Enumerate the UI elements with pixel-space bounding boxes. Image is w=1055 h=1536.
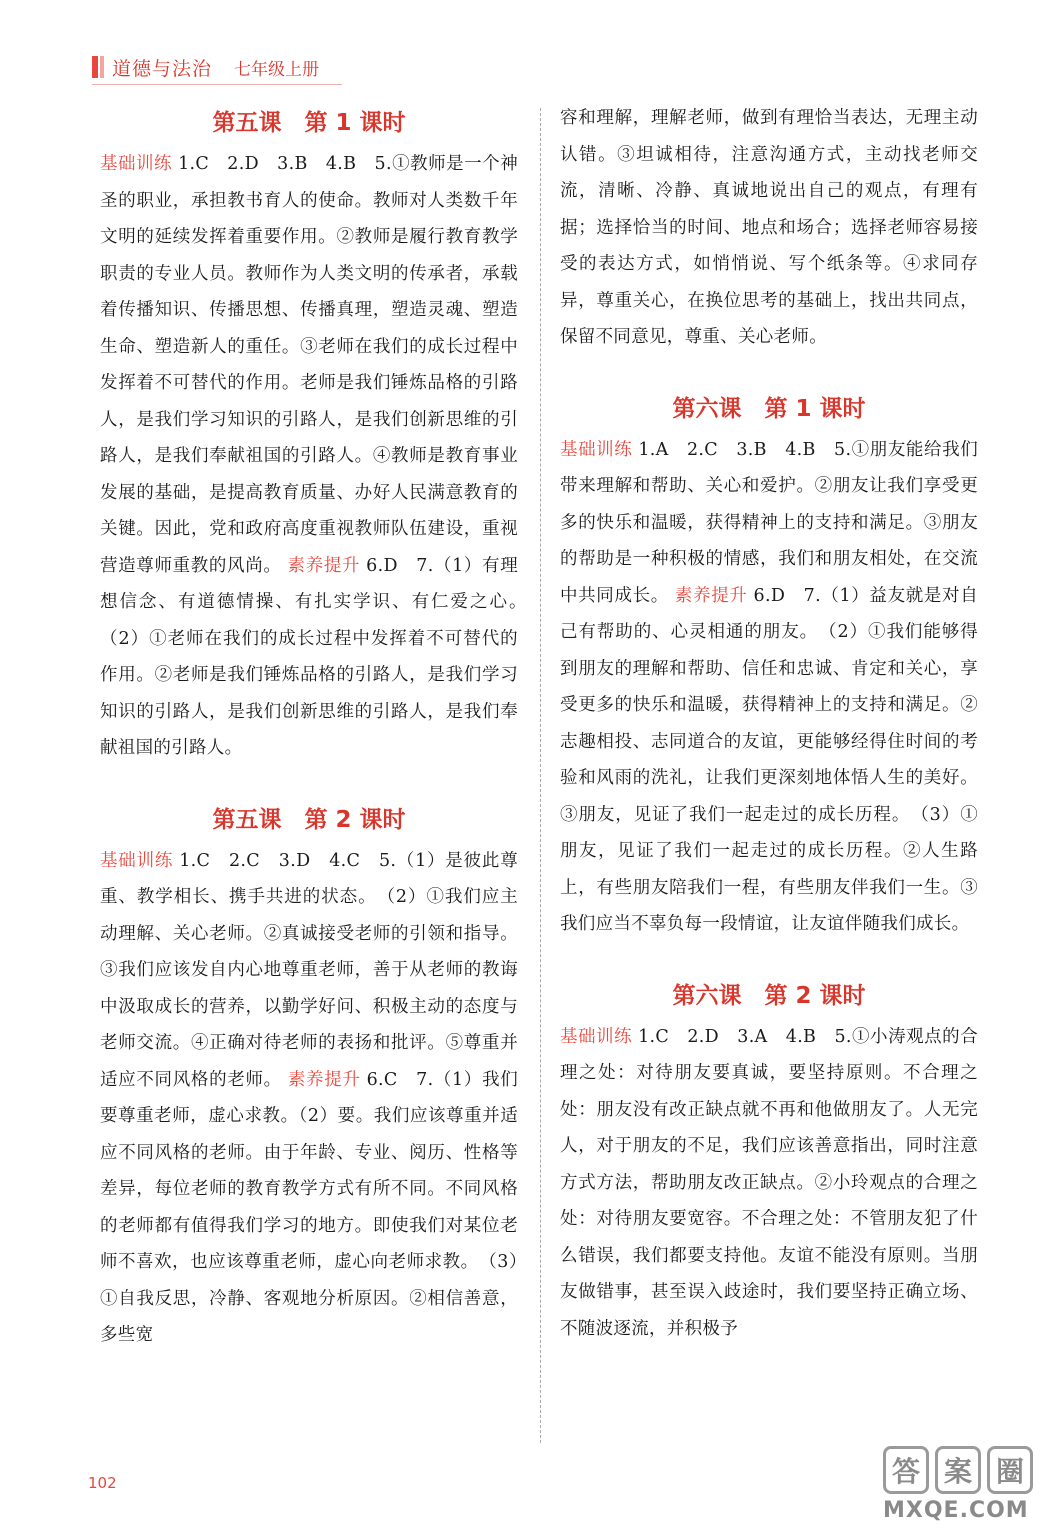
left-column [100,100,536,1354]
answer-text: 6.D 7.（1）有理想信念、有道德情操、有扎实学识、有仁爱之心。 （2）①老师在我们的成长过程中发挥着不可替代的作用。②老师是我们锤炼品格的引路人，是我们学习知识的引路人，是我们创新思维的引路人，是我们奉献祖国的引路人。 [100,555,536,758]
answer-text: 1.C 2.D 3.B 4.B 5.①教师是一个神圣的职业，承担教书育人的使命。教师对人类数千年文明的延续发挥着重要作用。②教师是履行教育教学职责的专业人员。教师作为人类文明的传承者，承载着传播知识、传播思想、传播真理，塑造灵魂、塑造生命、塑造新人的重任。③老师在我们的成长过程中发挥着不可替代的作用。老师是我们锤炼品格的引路人，是我们学习知识的引路人，是我们创新思维的引路人，是我们奉献祖国的引路人。④教师是教育事业发展的基础，是提高教育质量、办好人民满意教育的关键。因此，党和政府高度重视教师队伍建设，重视营造尊师重教的风尚。 [100,154,518,576]
header-accent-mark [92,56,104,78]
watermark-char: 案 [935,1446,981,1494]
lesson-title-6-2: 第六课 第 2 课时 [672,982,866,1009]
answer-paragraph-6-1 [560,432,978,943]
tag-literacy-improvement: 素养提升 [674,585,748,606]
tag-literacy-improvement: 素养提升 [287,1069,361,1090]
tag-basic-training: 基础训练 [100,154,173,174]
watermark-char: 答 [883,1446,929,1494]
watermark-logo [883,1446,1033,1526]
watermark-url: MXQE.COM [883,1498,1029,1523]
header-subject: 道德与法治 [112,57,213,80]
tag-basic-training: 基础训练 [560,1026,633,1047]
answer-paragraph-5-2 [100,843,518,1354]
answer-text: 1.C 2.D 3.A 4.B 5.①小涛观点的合理之处：对待朋友要真诚，要坚持原则。不合理之处：朋友没有改正缺点就不再和他做朋友了。人无完人，对于朋友的不足，我们应该善意指出，同时注意方式方法，帮助朋友改正缺点。②小玲观点的合理之处：对待朋友要宽容。不合理之处：不管朋友犯了什么错误，我们都要支持他。友谊不能没有原则。当朋友做错事，甚至误入歧途时，我们要坚持正确立场、不随波逐流，并积极予 [560,1026,978,1339]
answer-paragraph-continued: 容和理解，理解老师，做到有理恰当表达，无理主动认错。③坦诚相待，注意沟通方式，主动找老师交流，清晰、冷静、真诚地说出自己的观点，有理有据；选择恰当的时间、地点和场合；选择老师容易接受的表达方式，如悄悄说、写个纸条等。④求同存异，尊重关心，在换位思考的基础上，找出共同点，保留不同意见，尊重、关心老师。 [560,108,978,347]
answer-text: 6.C 7.（1）我们要尊重老师，虚心求教。（2）要。我们应该尊重并适应不同风格的老师。由于年龄、专业、阅历、性格等差异，每位老师的教育教学方式有所不同。不同风格的老师都有值得我们学习的地方。即使我们对某位老师不喜欢，也应该尊重老师，虚心向老师求教。 （3）①自我反思，冷静、客观地分析原因。②相信善意，多些宽 [100,1069,519,1345]
tag-basic-training: 基础训练 [560,439,633,460]
tag-basic-training: 基础训练 [100,850,174,871]
answer-text: 6.D 7.（1）益友就是对自己有帮助的、心灵相通的朋友。 （2）①我们能够得到朋友的理解和帮助、信任和忠诚、肯定和关心，享受更多的快乐和温暖，获得精神上的支持和满足。②志趣相投、志同道合的友谊，更能够经得住时间的考验和风雨的洗礼，让我们更深刻地体悟人生的美好。③朋友，见证了我们一起走过的成长历程。 （3）①朋友，见证了我们一起走过的成长历程。②人生路上，有些朋友陪我们一程，有些朋友伴我们一生。③我们应当不辜负每一段情谊，让友谊伴随我们成长。 [560,585,978,934]
lesson-title-5-2: 第五课 第 2 课时 [212,806,406,833]
tag-literacy-improvement: 素养提升 [287,555,361,576]
page-number: 102 [88,1474,117,1492]
right-column [560,100,978,1347]
answer-paragraph-5-1 [100,146,536,767]
page-header [92,52,319,82]
lesson-title-6-1: 第六课 第 1 课时 [672,395,866,422]
column-divider [540,108,541,1443]
header-grade: 七年级上册 [234,59,320,80]
answer-text: 1.A 2.C 3.B 4.B 5.①朋友能给我们带来理解和帮助、关心和爱护。②朋友让我们享受更多的快乐和温暖，获得精神上的支持和满足。③朋友的帮助是一种积极的情感，我们和朋友相处，在交流中共同成长。 [560,439,978,606]
answer-text: 1.C 2.C 3.D 4.C 5.（1）是彼此尊重、教学相长、携手共进的状态。 （2）①我们应主动理解、关心老师。②真诚接受老师的引领和指导。③我们应该发自内心地尊重老师，善于从老师的教诲中汲取成长的营养，以勤学好问、积极主动的态度与老师交流。④正确对待老师的表扬和批评。⑤尊重并适应不同风格的老师。 [100,850,518,1090]
watermark-char: 圈 [987,1446,1033,1494]
answer-paragraph-6-2 [560,1019,978,1348]
header-rule [92,84,342,85]
lesson-title-5-1: 第五课 第 1 课时 [212,110,406,136]
